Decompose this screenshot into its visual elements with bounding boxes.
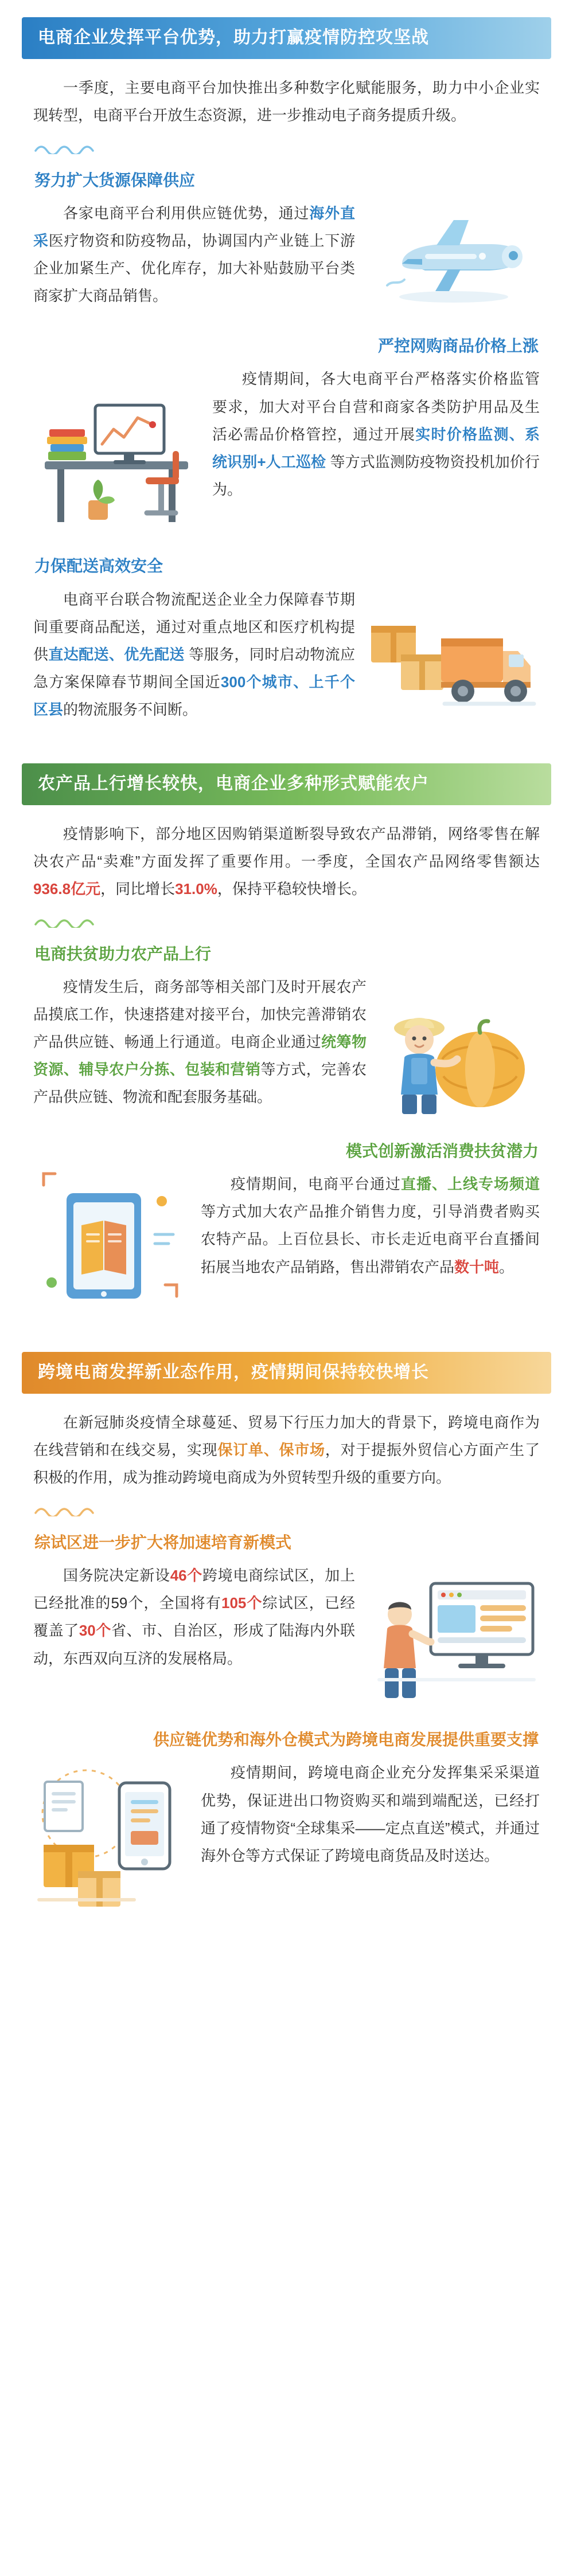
highlight-run: 统筹物资源、辅导农户分拣、包装和营销	[33, 1033, 367, 1079]
delivery-truck-icon	[368, 586, 540, 720]
tablet-books-icon	[33, 1170, 188, 1316]
text-run: 电商平台联合物流配送企业全力保障春节期间重要商品配送，通过对重点地区和医疗机构提供	[33, 590, 355, 663]
block-2-2	[33, 1170, 540, 1322]
section-banner-2: 农产品上行增长较快，电商企业多种形式赋能农户	[22, 763, 551, 805]
squiggle-decoration-3	[34, 1504, 573, 1516]
text-run: 等方式，完善农产品供应链、物流和配套服务基础。	[33, 1061, 367, 1106]
subheading-2-2: 模式创新激活消费扶贫潜力	[345, 1142, 539, 1160]
text-run: 的物流服务不间断。	[63, 701, 198, 718]
highlight-run: 31.0%	[175, 880, 217, 897]
farmer-pumpkin-icon	[379, 973, 540, 1119]
text-run: 疫情期间，电商平台通过	[231, 1175, 401, 1193]
text-run: 疫情期间，各大电商平台严格落实价格监管要求，加大对平台自营和商家各类防护用品及生活必需品价格管控，通过开展	[212, 370, 540, 443]
text-run: 等方式加大农产品推介销售力度，引导消费者购买农特产品。上百位县长、市长走近电商平台直播间拓展当地农产品销路，售出滞销农产品	[201, 1203, 540, 1276]
text-run: 等服务，同时启动物流应急方案保障春节期间全国近	[33, 645, 355, 691]
text-run: 国务院决定新设	[63, 1567, 170, 1585]
highlight-run: 936.8亿元	[33, 880, 101, 897]
phone-boxes-icon	[33, 1759, 188, 1916]
text-run: 疫情影响下，部分地区因购销渠道断裂导致农产品滞销，网络零售在解决农产品“卖难”方面发挥了重要作用。一季度，全国农产品网络零售额达	[33, 825, 540, 870]
subheading-1-3: 力保配送高效安全	[34, 557, 163, 575]
text-run: 等方式监测防疫物资投机加价行为。	[212, 453, 540, 498]
text-run: 在新冠肺炎疫情全球蔓延、贸易下行压力加大的背景下，跨境电商作为在线营销和在线交易，实现	[33, 1413, 540, 1458]
text-run: 跨境电商综试区，加上已经批准的59个，全国将有	[33, 1567, 355, 1612]
text-run: ，同比增长	[100, 880, 176, 897]
text-run: 省、市、自治区，形成了陆海内外联动，东西双向互济的发展格局。	[33, 1622, 355, 1667]
subheading-2-1: 电商扶贫助力农产品上行	[34, 944, 212, 963]
block-1-1	[33, 199, 540, 320]
squiggle-decoration-1	[34, 142, 573, 154]
block-1-2	[33, 365, 540, 540]
text-run: 医疗物资和防疫物品，协调国内产业链上下游企业加紧生产、优化库存，加大补贴鼓励平台类商家扩大商品销售。	[33, 232, 355, 305]
highlight-run: 46个	[170, 1567, 202, 1585]
highlight-run: 直播、上线专场频道	[400, 1175, 540, 1193]
block-3-1	[33, 1562, 540, 1714]
section-3-intro	[33, 1409, 540, 1491]
highlight-run: 保订单、保市场	[217, 1441, 325, 1458]
highlight-run: 300个城市、上千个区县	[33, 673, 355, 718]
desk-computer-icon	[33, 365, 200, 534]
block-2-1	[33, 973, 540, 1125]
highlight-run: 数十吨	[454, 1258, 500, 1276]
subheading-3-2: 供应链优势和海外仓模式为跨境电商发展提供重要支撑	[153, 1731, 539, 1749]
subheading-1-2: 严控网购商品价格上涨	[377, 337, 539, 355]
text-run: ，对于提振外贸信心方面产生了积极的作用，成为推动跨境电商成为外贸转型升级的重要方向。	[33, 1441, 540, 1486]
section-2-intro	[33, 820, 540, 903]
block-3-2	[33, 1759, 540, 1922]
text-run: 综试区，已经覆盖了	[33, 1594, 355, 1640]
text-run: 各家电商平台利用供应链优势，通过	[63, 204, 310, 222]
highlight-run: 直达配送、优先配送	[48, 645, 185, 663]
highlight-run: 105个	[221, 1594, 263, 1612]
text-run: 疫情发生后，商务部等相关部门及时开展农产品摸底工作，快速搭建对接平台，加快完善滞销农产品供应链、畅通上行通道。电商企业通过	[33, 978, 367, 1051]
highlight-run: 实时价格监测、系统识别+人工巡检	[212, 425, 540, 470]
airplane-icon	[368, 199, 540, 311]
squiggle-decoration-2	[34, 915, 573, 928]
block-1-3	[33, 586, 540, 734]
text-run: 。	[499, 1258, 514, 1276]
section-banner-3: 跨境电商发挥新业态作用，疫情期间保持较快增长	[22, 1352, 551, 1394]
subheading-1-1: 努力扩大货源保障供应	[34, 171, 196, 189]
section-1-intro: 一季度，主要电商平台加快推出多种数字化赋能服务，助力中小企业实现转型，电商平台开放生态资源，进一步推动电子商务提质升级。	[33, 79, 540, 124]
text-run: 疫情期间，跨境电商企业充分发挥集采采渠道优势，保证进出口物资购买和端到端配送，已经打通了疫情物资“全球集采——定点直送”模式，并通过海外仓等方式保证了跨境电商货品及时送达。	[201, 1764, 540, 1864]
section-banner-1: 电商企业发挥平台优势，助力打赢疫情防控攻坚战	[22, 17, 551, 59]
highlight-run: 海外直采	[33, 204, 355, 249]
subheading-3-1: 综试区进一步扩大将加速培育新模式	[34, 1534, 292, 1552]
highlight-run: 30个	[79, 1622, 111, 1640]
person-monitor-icon	[368, 1562, 540, 1708]
text-run: ，保持平稳较快增长。	[217, 880, 367, 897]
